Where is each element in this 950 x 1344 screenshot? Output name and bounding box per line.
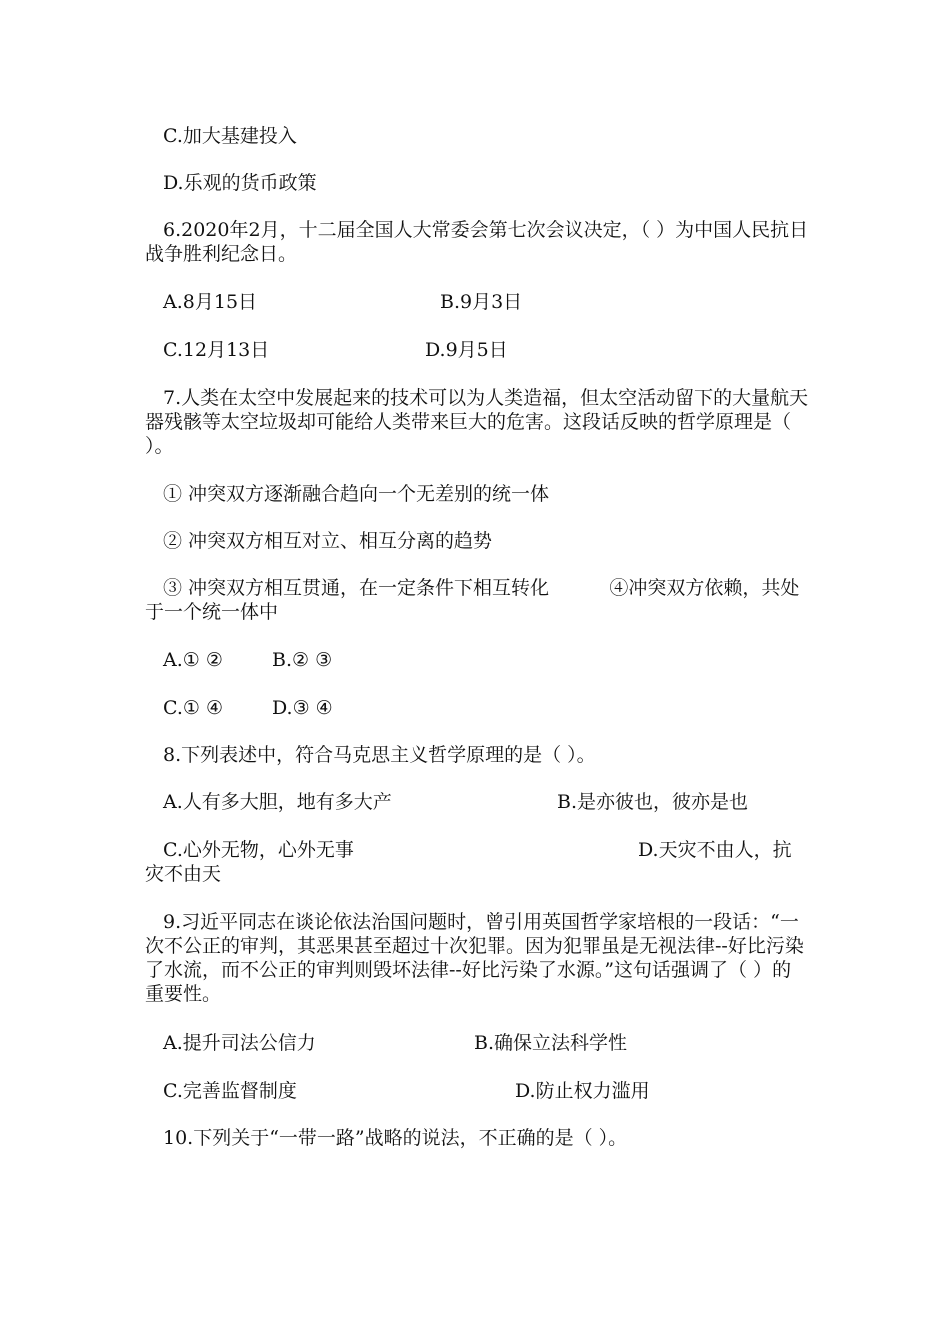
- q8-option-a: A.人有多大胆，地有多大产: [163, 791, 392, 813]
- q10-stem: 10.下列关于“一带一路”战略的说法，不正确的是（ ）。: [163, 1127, 628, 1149]
- q9-option-b: B.确保立法科学性: [474, 1032, 628, 1054]
- q5-option-d: D.乐观的货币政策: [163, 172, 317, 194]
- q9-stem: 9.习近平同志在谈论依法治国问题时，曾引用英国哲学家培根的一段话：“一次不公正的审判，其恶果甚至超过十次犯罪。因为犯罪虽是无视法律--好比污染了水流，而不公正的审判则毁坏法律--好比污染了水源。”这句话强调了（ ）的重要性。: [145, 911, 804, 1005]
- q9-option-d: D.防止权力滥用: [515, 1080, 650, 1102]
- q7-item-2: ② 冲突双方相互对立、相互分离的趋势: [163, 530, 493, 552]
- q6-option-c: C.12月13日: [163, 339, 270, 361]
- q5-option-c: C.加大基建投入: [163, 125, 297, 147]
- q8-option-b: B.是亦彼也，彼亦是也: [557, 791, 749, 813]
- q8-option-d: D.天灾不由人，抗灾不由天: [145, 839, 792, 885]
- q7-option-d: D.③ ④: [272, 697, 333, 719]
- q9-option-c: C.完善监督制度: [163, 1080, 297, 1102]
- q6-stem: 6.2020年2月，十二届全国人大常委会第七次会议决定，（ ）为中国人民抗日战争胜利纪念日。: [145, 219, 809, 265]
- q8-stem: 8.下列表述中，符合马克思主义哲学原理的是（ ）。: [163, 744, 596, 766]
- q6-option-d: D.9月5日: [425, 339, 508, 361]
- q9-option-a: A.提升司法公信力: [163, 1032, 316, 1054]
- q7-option-a: A.① ②: [163, 649, 223, 671]
- q7-stem: 7.人类在太空中发展起来的技术可以为人类造福，但太空活动留下的大量航天器残骸等太空垃圾却可能给人类带来巨大的危害。这段话反映的哲学原理是（ ）。: [145, 387, 809, 457]
- q7-item-3-4: ③ 冲突双方相互贯通，在一定条件下相互转化 ④冲突双方依赖，共处于一个统一体中: [145, 577, 800, 623]
- q7-option-b: B.② ③: [272, 649, 333, 671]
- q8-option-c: C.心外无物，心外无事: [163, 839, 354, 861]
- q7-item-1: ① 冲突双方逐渐融合趋向一个无差别的统一体: [163, 483, 550, 505]
- q6-option-a: A.8月15日: [163, 291, 258, 313]
- q7-option-c: C.① ④: [163, 697, 224, 719]
- q6-option-b: B.9月3日: [440, 291, 523, 313]
